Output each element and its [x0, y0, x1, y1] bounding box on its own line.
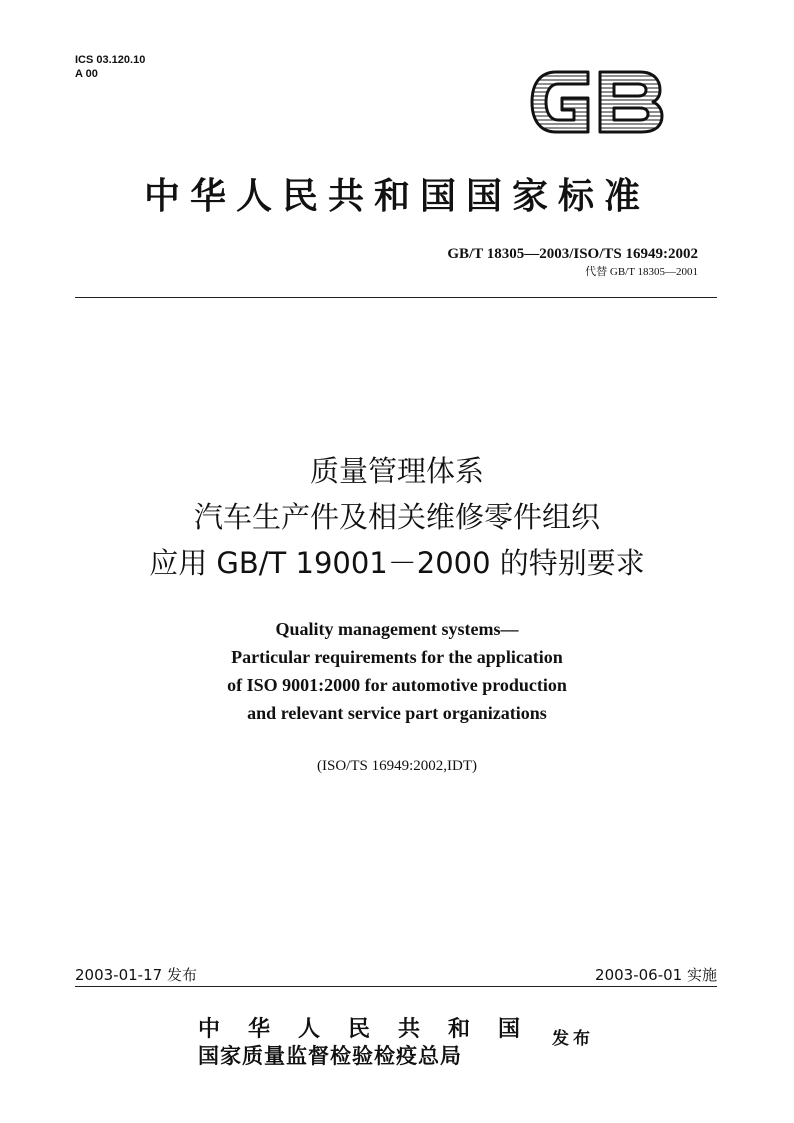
publisher-release: 发布 [552, 1029, 594, 1049]
english-title [0, 615, 794, 727]
gb-logo [528, 66, 666, 138]
replaces-note: 代替 GB/T 18305—2001 [585, 266, 698, 278]
english-title-line: Particular requirements for the application [231, 647, 563, 667]
top-divider [75, 297, 717, 298]
equivalence-note: (ISO/TS 16949:2002,IDT) [317, 758, 477, 774]
chinese-title [0, 448, 794, 586]
publisher-line-2: 国家质量监督检验检疫总局 [198, 1043, 462, 1068]
english-title-line: and relevant service part organizations [247, 703, 547, 723]
issue-date: 2003-01-17 发布 [75, 966, 197, 984]
standard-type-title: 中华人民共和国国家标准 [143, 175, 650, 217]
english-title-line: Quality management systems— [275, 619, 519, 639]
ccs-code: A 00 [75, 68, 98, 80]
classification-codes [75, 53, 145, 81]
ics-code: ICS 03.120.10 [75, 54, 146, 66]
bottom-divider [75, 986, 717, 987]
implement-date: 2003-06-01 实施 [595, 966, 717, 984]
chinese-title-line: 质量管理体系 [309, 454, 484, 488]
english-title-line: of ISO 9001:2000 for automotive production [227, 675, 567, 695]
chinese-title-line: 汽车生产件及相关维修零件组织 [193, 500, 600, 534]
standard-number: GB/T 18305—2003/ISO/TS 16949:2002 [447, 246, 698, 262]
chinese-title-line: 应用 GB/T 19001－2000 的特别要求 [149, 546, 645, 580]
publisher-line-1: 中华人民共和国 [198, 1016, 549, 1042]
